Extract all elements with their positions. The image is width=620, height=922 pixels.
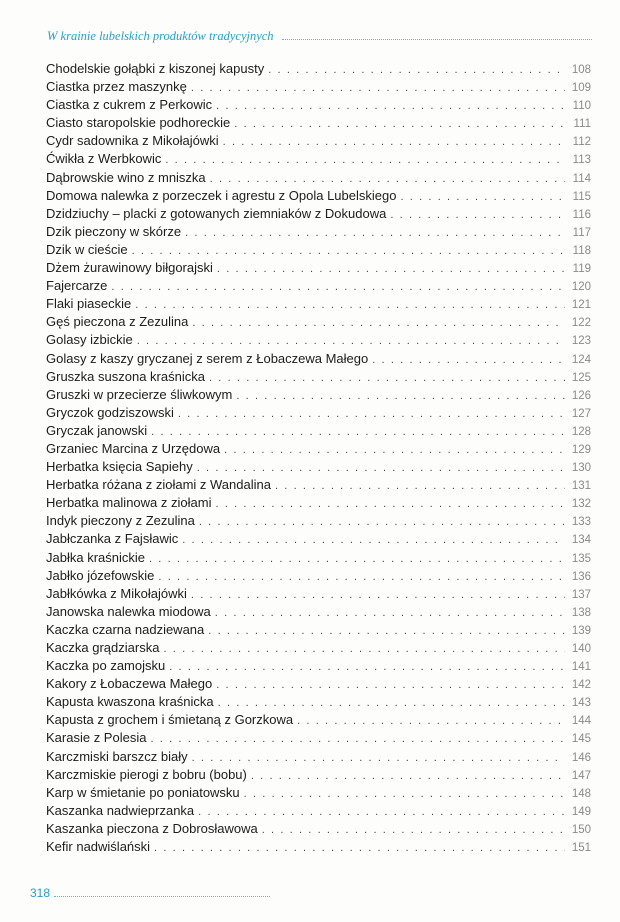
toc-entry-title: Grzaniec Marcina z Urzędowa: [46, 440, 221, 456]
toc-entry: [46, 838, 591, 856]
toc-entry-title: Gryczak janowski: [46, 422, 148, 438]
toc-entry: [46, 78, 591, 96]
dot-leader: [199, 513, 565, 531]
toc-entry-title: Ciastka przez maszynkę: [46, 79, 187, 95]
toc-entry-title: Fajercarze: [46, 278, 108, 294]
dot-leader: [372, 351, 565, 369]
dot-leader: [165, 151, 565, 169]
toc-entry: [46, 458, 591, 476]
toc-entry-title: Karczmiski barszcz biały: [46, 748, 188, 764]
toc-entry-page: 150: [571, 823, 591, 836]
toc-entry-title: Cydr sadownika z Mikołajówki: [46, 133, 219, 149]
toc-entry-title: Dżem żurawinowy biłgorajski: [46, 260, 213, 276]
toc-entry-page: 143: [571, 697, 591, 710]
toc-entry-title: Ćwikła z Werbkowic: [46, 151, 162, 167]
toc-entry-title: Dąbrowskie wino z mniszka: [46, 169, 206, 185]
toc-entry-title: Kapusta z grochem i śmietaną z Gorzkowa: [46, 712, 294, 728]
toc-entry-page: 127: [571, 407, 591, 420]
running-header-title: W krainie lubelskich produktów tradycyjnych: [47, 29, 274, 43]
toc-entry-page: 130: [571, 462, 591, 475]
toc-entry-page: 125: [571, 371, 591, 384]
dot-leader: [223, 133, 565, 151]
toc-entry-title: Domowa nalewka z porzeczek i agrestu z Opola Lubelskiego: [46, 187, 397, 203]
toc-entry: [46, 639, 591, 657]
dot-leader: [209, 369, 565, 387]
toc-entry: [46, 657, 591, 675]
toc-entry-title: Kaczka czarna nadziewana: [46, 621, 205, 637]
toc-entry-page: 147: [571, 769, 591, 782]
toc-entry: [46, 114, 591, 132]
dot-leader: [192, 314, 565, 332]
toc-entry-title: Chodelskie gołąbki z kiszonej kapusty: [46, 61, 265, 76]
toc-entry: [46, 693, 591, 711]
dot-leader: [169, 658, 565, 676]
dot-leader: [178, 405, 565, 423]
toc-entry: [46, 802, 591, 820]
toc-entry-page: 109: [571, 82, 591, 95]
toc-entry-page: 135: [571, 552, 591, 565]
dot-leader: [268, 61, 565, 79]
toc-entry-page: 108: [571, 64, 591, 76]
toc-entry-title: Kaszanka pieczona z Dobrosławowa: [46, 820, 258, 836]
toc-entry: [46, 277, 591, 295]
dot-leader: [216, 97, 565, 115]
toc-entry-title: Kapusta kwaszona kraśnicka: [46, 694, 214, 710]
toc-entry-page: 113: [572, 154, 591, 167]
toc-entry-page: 137: [571, 588, 591, 601]
dot-leader: [210, 170, 565, 188]
toc-entry-title: Kaszanka nadwieprzanka: [46, 802, 195, 818]
toc-entry-page: 129: [571, 443, 591, 456]
toc-entry-page: 139: [571, 624, 591, 637]
toc-entry-title: Karczmiskie pierogi z bobru (bobu): [46, 766, 247, 782]
toc-entry: [46, 259, 591, 277]
toc-entry-title: Herbatka różana z ziołami z Wandalina: [46, 477, 271, 493]
toc-entry-page: 121: [571, 299, 591, 312]
toc-entry: [46, 748, 591, 766]
dot-leader: [198, 803, 565, 821]
toc-entry-title: Herbatka księcia Sapiehy: [46, 459, 193, 475]
toc-entry: [46, 711, 591, 729]
toc-entry-page: 148: [571, 787, 591, 800]
dot-leader: [224, 441, 565, 459]
dot-leader: [218, 694, 565, 712]
toc-entry: [46, 60, 591, 78]
dot-leader: [236, 387, 565, 405]
toc-entry-title: Jabłko józefowskie: [46, 567, 155, 583]
dot-leader: [215, 495, 565, 513]
dot-leader: [150, 730, 565, 748]
dot-leader: [191, 79, 565, 97]
toc-entry-page: 118: [572, 244, 591, 257]
toc-entry-title: Flaki piaseckie: [46, 296, 132, 312]
dot-leader: [251, 767, 565, 785]
toc-entry-page: 122: [571, 317, 591, 330]
dot-leader: [135, 296, 565, 314]
dot-leader: [262, 821, 565, 839]
dot-leader: [215, 604, 565, 622]
dot-leader: [244, 785, 565, 803]
toc-entry-title: Gruszka suszona kraśnicka: [46, 368, 205, 384]
dot-leader: [154, 839, 565, 857]
toc-entry-title: Ciasto staropolskie podhoreckie: [46, 115, 231, 131]
toc-entry-title: Gruszki w przecierze śliwkowym: [46, 386, 233, 402]
running-header: [47, 22, 592, 44]
dot-leader: [297, 712, 565, 730]
toc-entry-title: Herbatka malinowa z ziołami: [46, 495, 212, 511]
toc-entry-title: Kaczka po zamojsku: [46, 658, 166, 674]
toc-entry: [46, 205, 591, 223]
toc-entry-title: Jabłka kraśnickie: [46, 549, 145, 565]
toc-entry: [46, 386, 591, 404]
toc-entry: [46, 476, 591, 494]
dot-leader: [137, 332, 565, 350]
dot-leader: [132, 242, 565, 260]
toc-entry: [46, 368, 591, 386]
toc-entry-page: 144: [571, 715, 591, 728]
toc-entry: [46, 512, 591, 530]
toc-entry: [46, 150, 591, 168]
dot-leader: [216, 676, 565, 694]
toc-entry-title: Indyk pieczony z Zezulina: [46, 513, 195, 529]
dot-leader: [151, 423, 565, 441]
toc-entry-page: 128: [571, 425, 591, 438]
toc-entry-page: 116: [572, 208, 591, 221]
toc-entry: [46, 404, 591, 422]
toc-entry-title: Karp w śmietanie po poniatowsku: [46, 784, 240, 800]
toc-entry-title: Dzik pieczony w skórze: [46, 223, 182, 239]
dot-leader: [197, 459, 565, 477]
toc-entry-title: Kakory z Łobaczewa Małego: [46, 676, 213, 692]
toc-entry: [46, 603, 591, 621]
toc-entry: [46, 223, 591, 241]
dot-leader: [191, 586, 565, 604]
toc-entry-title: Kefir nadwiślański: [46, 839, 151, 855]
toc-entry: [46, 729, 591, 747]
toc-entry-page: 115: [572, 190, 591, 203]
toc-entry-page: 149: [571, 805, 591, 818]
toc-entry: [46, 766, 591, 784]
toc-entry: [46, 96, 591, 114]
toc-entry-page: 138: [571, 606, 591, 619]
footer-dotted-rule: [54, 896, 270, 897]
dot-leader: [208, 622, 565, 640]
toc-entry-title: Dzidziuchy – placki z gotowanych ziemniaków z Dokudowa: [46, 205, 387, 221]
toc-entry-page: 132: [571, 498, 591, 511]
table-of-contents: [46, 60, 591, 856]
toc-entry-page: 146: [571, 751, 591, 764]
toc-entry-page: 141: [571, 661, 591, 674]
toc-entry: [46, 295, 591, 313]
toc-entry: [46, 784, 591, 802]
toc-entry-title: Gęś pieczona z Zezulina: [46, 314, 189, 330]
toc-entry: [46, 350, 591, 368]
toc-entry-title: Jabłczanka z Fajsławic: [46, 531, 179, 547]
toc-entry: [46, 132, 591, 150]
toc-entry: [46, 313, 591, 331]
dot-leader: [149, 550, 565, 568]
toc-entry-page: 151: [571, 842, 591, 855]
header-dotted-rule: [282, 39, 592, 40]
toc-entry-title: Janowska nalewka miodowa: [46, 603, 211, 619]
toc-entry: [46, 585, 591, 603]
toc-entry: [46, 187, 591, 205]
toc-entry: [46, 422, 591, 440]
toc-entry: [46, 567, 591, 585]
dot-leader: [275, 477, 565, 495]
dot-leader: [182, 531, 565, 549]
toc-entry-title: Dzik w cieście: [46, 241, 128, 257]
dot-leader: [111, 278, 565, 296]
toc-entry: [46, 621, 591, 639]
toc-entry: [46, 331, 591, 349]
toc-entry: [46, 169, 591, 187]
toc-entry-page: 114: [572, 172, 591, 185]
toc-entry: [46, 494, 591, 512]
toc-entry-title: Karasie z Polesia: [46, 730, 147, 746]
dot-leader: [400, 188, 565, 206]
toc-entry-title: Kaczka grądziarska: [46, 640, 160, 655]
toc-entry: [46, 820, 591, 838]
dot-leader: [217, 260, 565, 278]
toc-entry-page: 120: [571, 281, 591, 294]
toc-entry-title: Jabłkówka z Mikołajówki: [46, 585, 187, 601]
toc-entry-page: 112: [572, 136, 591, 149]
dot-leader: [192, 749, 565, 767]
dot-leader: [158, 568, 565, 586]
toc-entry-page: 119: [572, 263, 591, 276]
toc-entry: [46, 241, 591, 259]
toc-entry-page: 111: [573, 118, 591, 131]
toc-entry: [46, 549, 591, 567]
toc-entry-page: 124: [571, 353, 591, 366]
toc-entry-page: 123: [571, 335, 591, 348]
dot-leader: [163, 640, 565, 658]
dot-leader: [390, 206, 565, 224]
toc-entry-title: Golasy z kaszy gryczanej z serem z Łobaczewa Małego: [46, 350, 369, 366]
toc-entry-page: 145: [571, 733, 591, 746]
toc-entry-page: 126: [571, 389, 591, 402]
toc-entry-page: 142: [571, 679, 591, 692]
dot-leader: [234, 115, 565, 133]
page-footer: [30, 886, 270, 900]
toc-entry-page: 134: [571, 534, 591, 547]
page-number: 318: [30, 886, 51, 900]
toc-entry-page: 133: [571, 516, 591, 529]
toc-entry-title: Gryczok godziszowski: [46, 404, 174, 420]
toc-entry-page: 117: [572, 226, 591, 239]
toc-entry: [46, 675, 591, 693]
toc-entry-page: 136: [571, 570, 591, 583]
toc-entry-page: 110: [572, 100, 591, 113]
dot-leader: [185, 224, 565, 242]
toc-entry-page: 131: [571, 480, 591, 493]
toc-entry-title: Golasy izbickie: [46, 332, 133, 348]
toc-entry: [46, 440, 591, 458]
toc-entry: [46, 530, 591, 548]
toc-entry-page: 140: [571, 643, 591, 655]
toc-entry-title: Ciastka z cukrem z Perkowic: [46, 97, 213, 113]
